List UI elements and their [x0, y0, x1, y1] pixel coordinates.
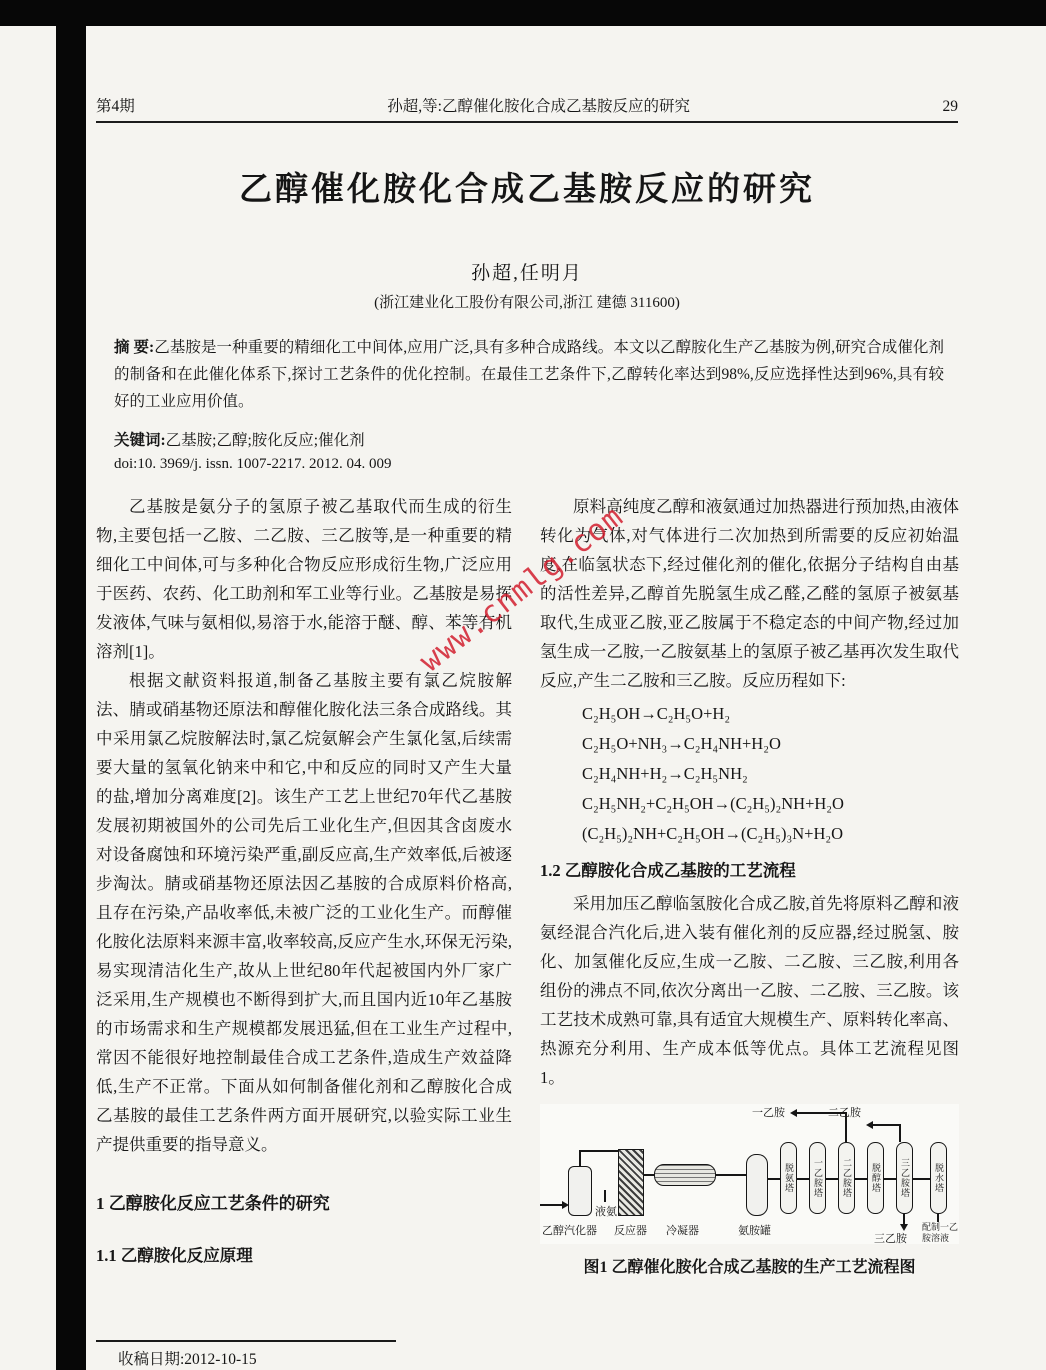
section-1-2-heading: 1.2 乙醇胺化合成乙基胺的工艺流程	[540, 861, 796, 880]
abstract-text: 乙基胺是一种重要的精细化工中间体,应用广泛,具有多种合成路线。本文以乙醇胺化生产乙基胺为例,研究合成催化剂的制备和在此催化体系下,探讨工艺条件的优化控制。在最佳工艺条件下,乙醇转化率达到98%,反应选择性达到96%,具有较好的工业应用价值。	[114, 339, 944, 410]
condenser-vessel	[654, 1164, 716, 1186]
pipe-line	[540, 1204, 564, 1206]
stream-label-diethylamine: 二乙胺	[828, 1107, 861, 1119]
label-vaporizer: 汽化器	[564, 1225, 597, 1237]
pipe-line	[903, 1214, 905, 1224]
stream-label-triethylamine: 三乙胺	[874, 1233, 907, 1245]
tower-dewater	[930, 1142, 947, 1214]
equation-2: C₂H₅O+NH₃→C₂H₄NH+H₂O	[582, 734, 781, 753]
label-condenser: 冷凝器	[666, 1225, 699, 1237]
tower-deammonia	[780, 1142, 797, 1214]
scan-edge-left	[56, 0, 86, 1370]
abstract-label: 摘 要:	[114, 339, 155, 356]
arrow-left-icon	[790, 1109, 797, 1117]
pipe-line	[873, 1124, 901, 1126]
pipe-line	[826, 1178, 838, 1180]
equation-3: C₂H₄NH+H₂→C₂H₅NH₂	[582, 764, 748, 783]
section-1-1-heading: 1.1 乙醇胺化反应原理	[96, 1246, 253, 1265]
pipe-line	[644, 1174, 654, 1176]
pipe-line	[899, 1124, 901, 1142]
pipe-line	[579, 1150, 581, 1166]
tower-label: 脱水塔	[934, 1163, 944, 1193]
doi-line: doi:10. 3969/j. issn. 1007-2217. 2012. 04. 009	[114, 456, 392, 472]
inlet-label-ethanol: 乙醇	[542, 1225, 564, 1237]
pipe-line	[768, 1178, 780, 1180]
left-paragraph-1: 乙基胺是氨分子的氢原子被乙基取代而生成的衍生物,主要包括一乙胺、二乙胺、三乙胺等,是一种重要的精细化工中间体,可与多种化合物反应形成衍生物,广泛应用于医药、农药、化工助剂和军工业等行业。乙基胺是易挥发液体,气味与氨相似,易溶于水,能溶于醚、醇、苯等有机溶剂[1]。	[96, 497, 512, 661]
keywords-label: 关键词:	[114, 432, 166, 449]
pipe-line	[855, 1178, 867, 1180]
abstract	[114, 334, 944, 415]
keywords	[114, 428, 944, 450]
running-header	[96, 94, 958, 116]
tower-label: 一乙胺塔	[813, 1158, 823, 1198]
right-column	[540, 492, 959, 1277]
keywords-text: 乙基胺;乙醇;胺化反应;催化剂	[165, 432, 365, 449]
page-number: 29	[942, 98, 958, 115]
tower-diethylamine	[838, 1142, 855, 1214]
figure-caption: 图1 乙醇催化胺化合成乙基胺的生产工艺流程图	[583, 1259, 916, 1276]
tower-label: 三乙胺塔	[900, 1158, 910, 1198]
article-title: 乙醇催化胺化合成乙基胺反应的研究	[239, 172, 815, 208]
pipe-line	[937, 1214, 939, 1222]
reaction-equations	[582, 699, 959, 849]
header-rule	[96, 121, 958, 123]
reactor-vessel	[618, 1149, 644, 1216]
equation-5: (C₂H₅)₂NH+C₂H₅OH→(C₂H₅)₃N+H₂O	[582, 824, 844, 843]
label-reactor: 反应器	[614, 1225, 647, 1237]
amine-tank-vessel	[746, 1154, 768, 1216]
pipe-line	[884, 1178, 896, 1180]
tower-dealcohol	[867, 1142, 884, 1214]
vaporizer-vessel	[568, 1166, 592, 1216]
arrow-left-icon	[866, 1121, 873, 1129]
tower-label: 二乙胺塔	[842, 1158, 852, 1198]
tower-triethylamine	[896, 1142, 913, 1214]
tower-label: 脱氨塔	[784, 1163, 794, 1193]
right-paragraph-1: 原料高纯度乙醇和液氨通过加热器进行预加热,由液体转化为气体,对气体进行二次加热到所需要的反应初始温度,在临氢状态下,经过催化剂的催化,依据分子结构自由基的活性差异,乙醇首先脱氢生成乙醛,乙醛的氢原子被氨基取代,生成亚乙胺,亚乙胺属于不稳定态的中间产物,经过加氢生成一乙胺,一乙胺氨基上的氢原子被乙基再次发生取代反应,产生二乙胺和三乙胺。反应历程如下:	[540, 497, 959, 690]
pipe-line	[604, 1190, 606, 1202]
left-column	[96, 492, 512, 1266]
equation-1: C₂H₅OH→C₂H₅O+H₂	[582, 704, 731, 723]
affiliation: (浙江建业化工股份有限公司,浙江 建德 311600)	[374, 295, 680, 311]
received-date: 收稿日期:2012-10-15	[118, 1351, 257, 1368]
watermark: www.cnmlg.com	[413, 499, 631, 680]
footnote-rule	[96, 1340, 396, 1342]
tower-label: 脱醇塔	[871, 1163, 881, 1193]
stream-label-mea-solution: 配制一乙胺溶液	[922, 1222, 959, 1243]
left-paragraph-2: 根据文献资料报道,制备乙基胺主要有氯乙烷胺解法、腈或硝基物还原法和醇催化胺化法三条合成路线。其中采用氯乙烷胺解法时,氯乙烷氨解会产生氯化氢,后续需要大量的氢氧化钠来中和它,中和反应的同时又产生大量的盐,增加分离难度[2]。该生产工艺上世纪70年代乙基胺发展初期被国外的公司先后工业化生产,但因其含卤废水对设备腐蚀和环境污染严重,副反应高,生产效率低,后被逐步淘汰。腈或硝基物还原法因乙基胺的合成原料价格高,且存在污染,产品收率低,未被广泛的工业化生产。而醇催化胺化法原料来源丰富,收率较高,反应产生水,环保无污染,易实现清洁化生产,故从上世纪80年代起被国内外厂家广泛采用,生产规模也不断得到扩大,而且国内近10年乙基胺的市场需求和生产规模都发展迅猛,但在工业生产过程中,常因不能很好地控制最佳合成工艺条件,造成生产效益降低,生产不正常。下面从如何制备催化剂和乙醇胺化合成乙基胺的最佳工艺条件两方面开展研究,以验实际工业生产提供重要的指导意义。	[96, 671, 512, 1154]
label-amine-tank: 氨胺罐	[738, 1225, 771, 1237]
scan-edge-top	[0, 0, 1046, 26]
running-title: 孙超,等:乙醇催化胺化合成乙基胺反应的研究	[387, 98, 690, 115]
section-1-heading: 1 乙醇胺化反应工艺条件的研究	[96, 1194, 330, 1213]
label-ammonia: 液氨	[595, 1206, 617, 1218]
pipe-line	[913, 1178, 930, 1180]
authors: 孙超,任明月	[471, 263, 583, 284]
right-paragraph-2: 采用加压乙醇临氢胺化合成乙胺,首先将原料乙醇和液氨经混合汽化后,进入装有催化剂的反应器,经过脱氢、胺化、加氢催化反应,生成一乙胺、二乙胺、三乙胺,利用各组份的沸点不同,依次分离出一乙胺、二乙胺、三乙胺。该工艺技术成熟可靠,具有适宜大规模生产、原料转化率高、热源充分利用、生产成本低等优点。具体工艺流程见图1。	[540, 894, 959, 1087]
tower-monoethylamine	[809, 1142, 826, 1214]
stream-label-monoethylamine: 一乙胺	[752, 1107, 785, 1119]
equation-4: C₂H₅NH₂+C₂H₅OH→(C₂H₅)₂NH+H₂O	[582, 794, 844, 813]
pipe-line	[716, 1174, 746, 1176]
pipe-line	[797, 1178, 809, 1180]
journal-issue: 第4期	[96, 98, 135, 115]
process-flow-diagram	[540, 1104, 959, 1244]
